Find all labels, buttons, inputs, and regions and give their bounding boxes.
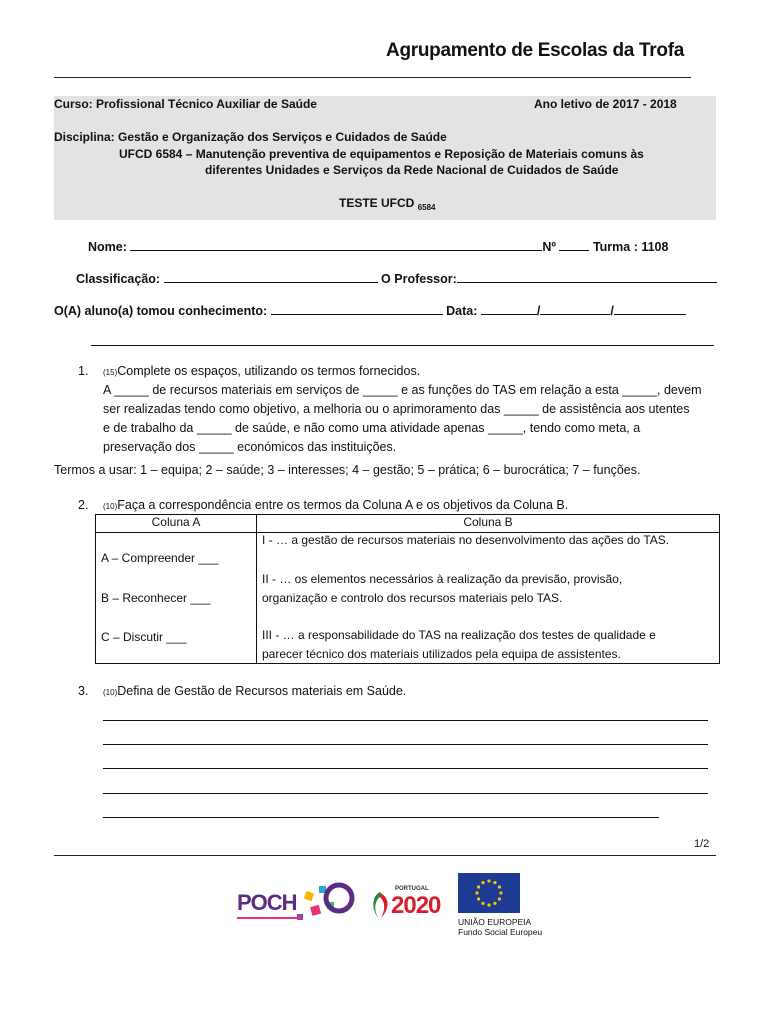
page-number: 1/2 [694, 838, 710, 850]
school-name: Agrupamento de Escolas da Trofa [386, 40, 684, 61]
date-slash-2: / [610, 304, 614, 318]
portugal-2020-logo [369, 884, 453, 924]
class-label: Turma : 1108 [592, 240, 669, 254]
poch-logo [235, 876, 355, 926]
teacher-label: O Professor: [381, 272, 457, 286]
answer-line-1[interactable] [103, 720, 708, 721]
q3-heading [103, 682, 406, 702]
answer-line-5[interactable] [103, 817, 659, 818]
eu-caption-line-2: Fundo Social Europeu [458, 927, 543, 937]
name-label: Nome: [88, 240, 127, 254]
column-a-item-3[interactable]: C – Discutir ___ [101, 630, 187, 644]
date-month-field[interactable] [540, 302, 610, 315]
column-b-item-2-line-1: II - … os elementos necessários à realização da previsão, provisão, [262, 572, 623, 586]
q1-heading [103, 362, 420, 382]
portugal-2020-year: 2020 [391, 892, 441, 919]
test-title-text: TESTE UFCD [339, 196, 415, 210]
date-slash-1: / [536, 304, 541, 318]
column-a-cell [96, 533, 257, 664]
footer-divider [54, 855, 716, 856]
date-day-field[interactable] [481, 302, 537, 315]
number-label: Nº [542, 240, 556, 254]
q3-score: (10) [103, 688, 118, 697]
header-divider [54, 77, 691, 78]
q1-text-line-2: ser realizadas tendo como objetivo, a melhoria ou o aprimoramento das _____ de assistência aos utentes [103, 402, 690, 416]
q1-terms: Termos a usar: 1 – equipa; 2 – saúde; 3 – interesses; 4 – gestão; 5 – prática; 6 – burocrática; 7 – funções. [54, 463, 641, 477]
acknowledgement-field[interactable] [271, 302, 443, 315]
discipline-label: Disciplina: Gestão e Organização dos Serviços e Cuidados de Saúde [54, 130, 447, 144]
ufcd-line-2: diferentes Unidades e Serviços da Rede Nacional de Cuidados de Saúde [205, 163, 619, 177]
column-b-item-3-line-2: parecer técnico dos materiais utilizados pela equipa de assistentes. [262, 647, 621, 661]
column-a-header: Coluna A [96, 515, 257, 533]
matching-table-header [96, 515, 720, 533]
column-a-item-2[interactable]: B – Reconhecer ___ [101, 591, 211, 605]
number-field[interactable] [559, 238, 589, 251]
eu-caption-line-1: UNIÃO EUROPEIA [458, 917, 532, 927]
column-a-item-1[interactable]: A – Compreender ___ [101, 551, 219, 565]
column-b-header: Coluna B [257, 515, 720, 533]
grade-row [76, 270, 717, 286]
teacher-field[interactable] [457, 270, 717, 283]
q1-text-line-3: e de trabalho da _____ de saúde, e não como uma atividade apenas _____, tendo como meta, a [103, 421, 641, 435]
q3-title: Defina de Gestão de Recursos materiais em Saúde. [117, 684, 407, 698]
grade-field[interactable] [164, 270, 378, 283]
q1-score: (15) [103, 368, 118, 377]
poch-logo-text: POCH [237, 890, 297, 915]
q2-number: 2. [78, 498, 89, 512]
answer-line-4[interactable] [103, 793, 708, 794]
column-b-item-2-line-2: organização e controlo dos recursos materiais pelo TAS. [262, 591, 563, 605]
q2-title: Faça a correspondência entre os termos da Coluna A e os objetivos da Coluna B. [117, 498, 569, 512]
eu-stars-icon [458, 873, 520, 913]
section-divider [91, 345, 714, 346]
date-year-field[interactable] [614, 302, 686, 315]
course-label: Curso: Profissional Técnico Auxiliar de Saúde [54, 97, 317, 111]
grade-label: Classificação: [76, 272, 161, 286]
q2-score: (10) [103, 502, 118, 511]
matching-table [95, 514, 720, 664]
acknowledgement-label: O(A) aluno(a) tomou conhecimento: [54, 304, 268, 318]
name-row [88, 238, 668, 254]
column-b-item-1: I - … a gestão de recursos materiais no desenvolvimento das ações do TAS. [262, 533, 670, 547]
ufcd-line-1: UFCD 6584 – Manutenção preventiva de equipamentos e Reposição de Materiais comuns às [119, 147, 644, 161]
name-field[interactable] [130, 238, 542, 251]
test-title [339, 196, 435, 210]
eu-flag [458, 873, 520, 913]
column-b-cell [257, 533, 720, 664]
school-year: Ano letivo de 2017 - 2018 [534, 97, 677, 111]
answer-line-3[interactable] [103, 768, 708, 769]
q2-heading [103, 496, 568, 516]
eu-caption [458, 917, 542, 937]
q1-text-line-1: A _____ de recursos materiais em serviços de _____ e as funções do TAS em relação a esta _____, devem [103, 383, 702, 397]
q1-number: 1. [78, 364, 89, 378]
date-label: Data: [446, 304, 478, 318]
acknowledgement-row [54, 302, 686, 318]
answer-line-2[interactable] [103, 744, 708, 745]
matching-table-body [96, 533, 720, 664]
test-title-subscript: 6584 [417, 203, 436, 212]
portugal-2020-label: PORTUGAL [395, 886, 429, 892]
q1-title: Complete os espaços, utilizando os termos fornecidos. [117, 364, 421, 378]
column-b-item-3-line-1: III - … a responsabilidade do TAS na realização dos testes de qualidade e [262, 628, 656, 642]
portugal-2020-emblem [369, 890, 391, 920]
q1-text-line-4: preservação dos _____ económicos das instituições. [103, 440, 397, 454]
q3-number: 3. [78, 684, 89, 698]
